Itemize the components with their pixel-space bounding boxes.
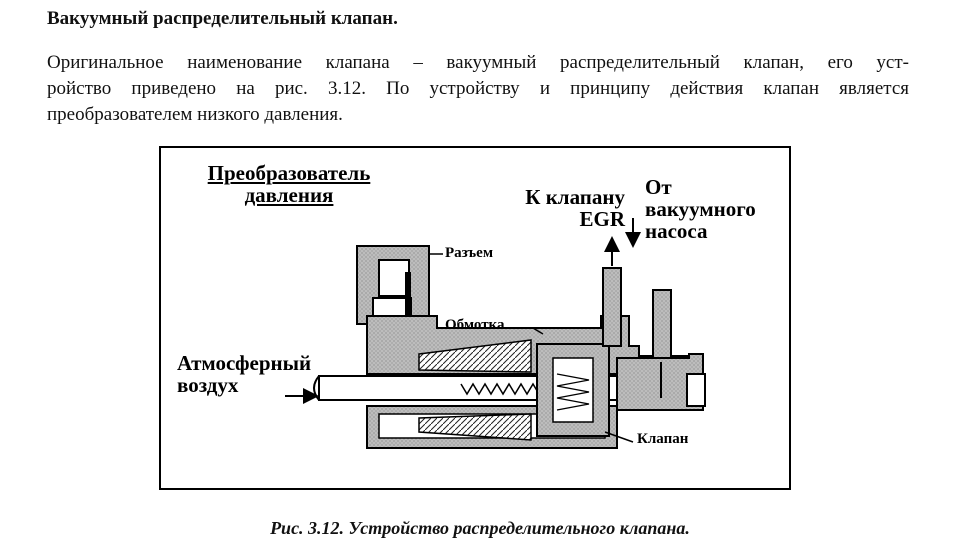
connector-socket [379, 260, 409, 296]
valve-core [553, 358, 593, 422]
atmospheric-air-label [177, 352, 311, 396]
atmospheric-line: воздух [177, 373, 239, 398]
section-heading: Вакуумный распределительный клапан. [47, 8, 398, 29]
right-cap [687, 374, 705, 406]
vacuum-inlet-pipe [653, 290, 671, 358]
figure-title [189, 162, 389, 206]
figure-title-line: давления [244, 183, 334, 208]
paragraph-line: Оригинальное наименование клапана – вакуумный распределительный клапан, его уст- [47, 52, 909, 73]
from-vacuum-line: От [645, 175, 672, 199]
body-paragraph [47, 50, 909, 128]
egr-outlet-pipe [603, 268, 621, 346]
paragraph-line: ройство приведено на рис. 3.12. По устройству и принципу действия клапан является [47, 78, 909, 99]
to-egr-line: EGR [579, 207, 625, 232]
figure-title-line: Преобразователь [207, 161, 371, 185]
to-egr-label [501, 186, 625, 230]
connector-label: Разъем [445, 245, 494, 261]
from-vacuum-line: насоса [645, 219, 708, 244]
atmospheric-line: Атмосферный [177, 351, 312, 375]
from-vacuum-line: вакуумного [645, 197, 756, 222]
from-vacuum-label [645, 176, 756, 242]
figure-caption: Рис. 3.12. Устройство распределительного клапана. [270, 518, 690, 538]
coil-label: Обмотка [445, 317, 505, 333]
figure-frame [159, 146, 791, 490]
to-egr-line: К клапану [525, 185, 625, 209]
paragraph-line: преобразователем низкого давления. [47, 104, 343, 125]
valve-label: Клапан [637, 431, 689, 447]
